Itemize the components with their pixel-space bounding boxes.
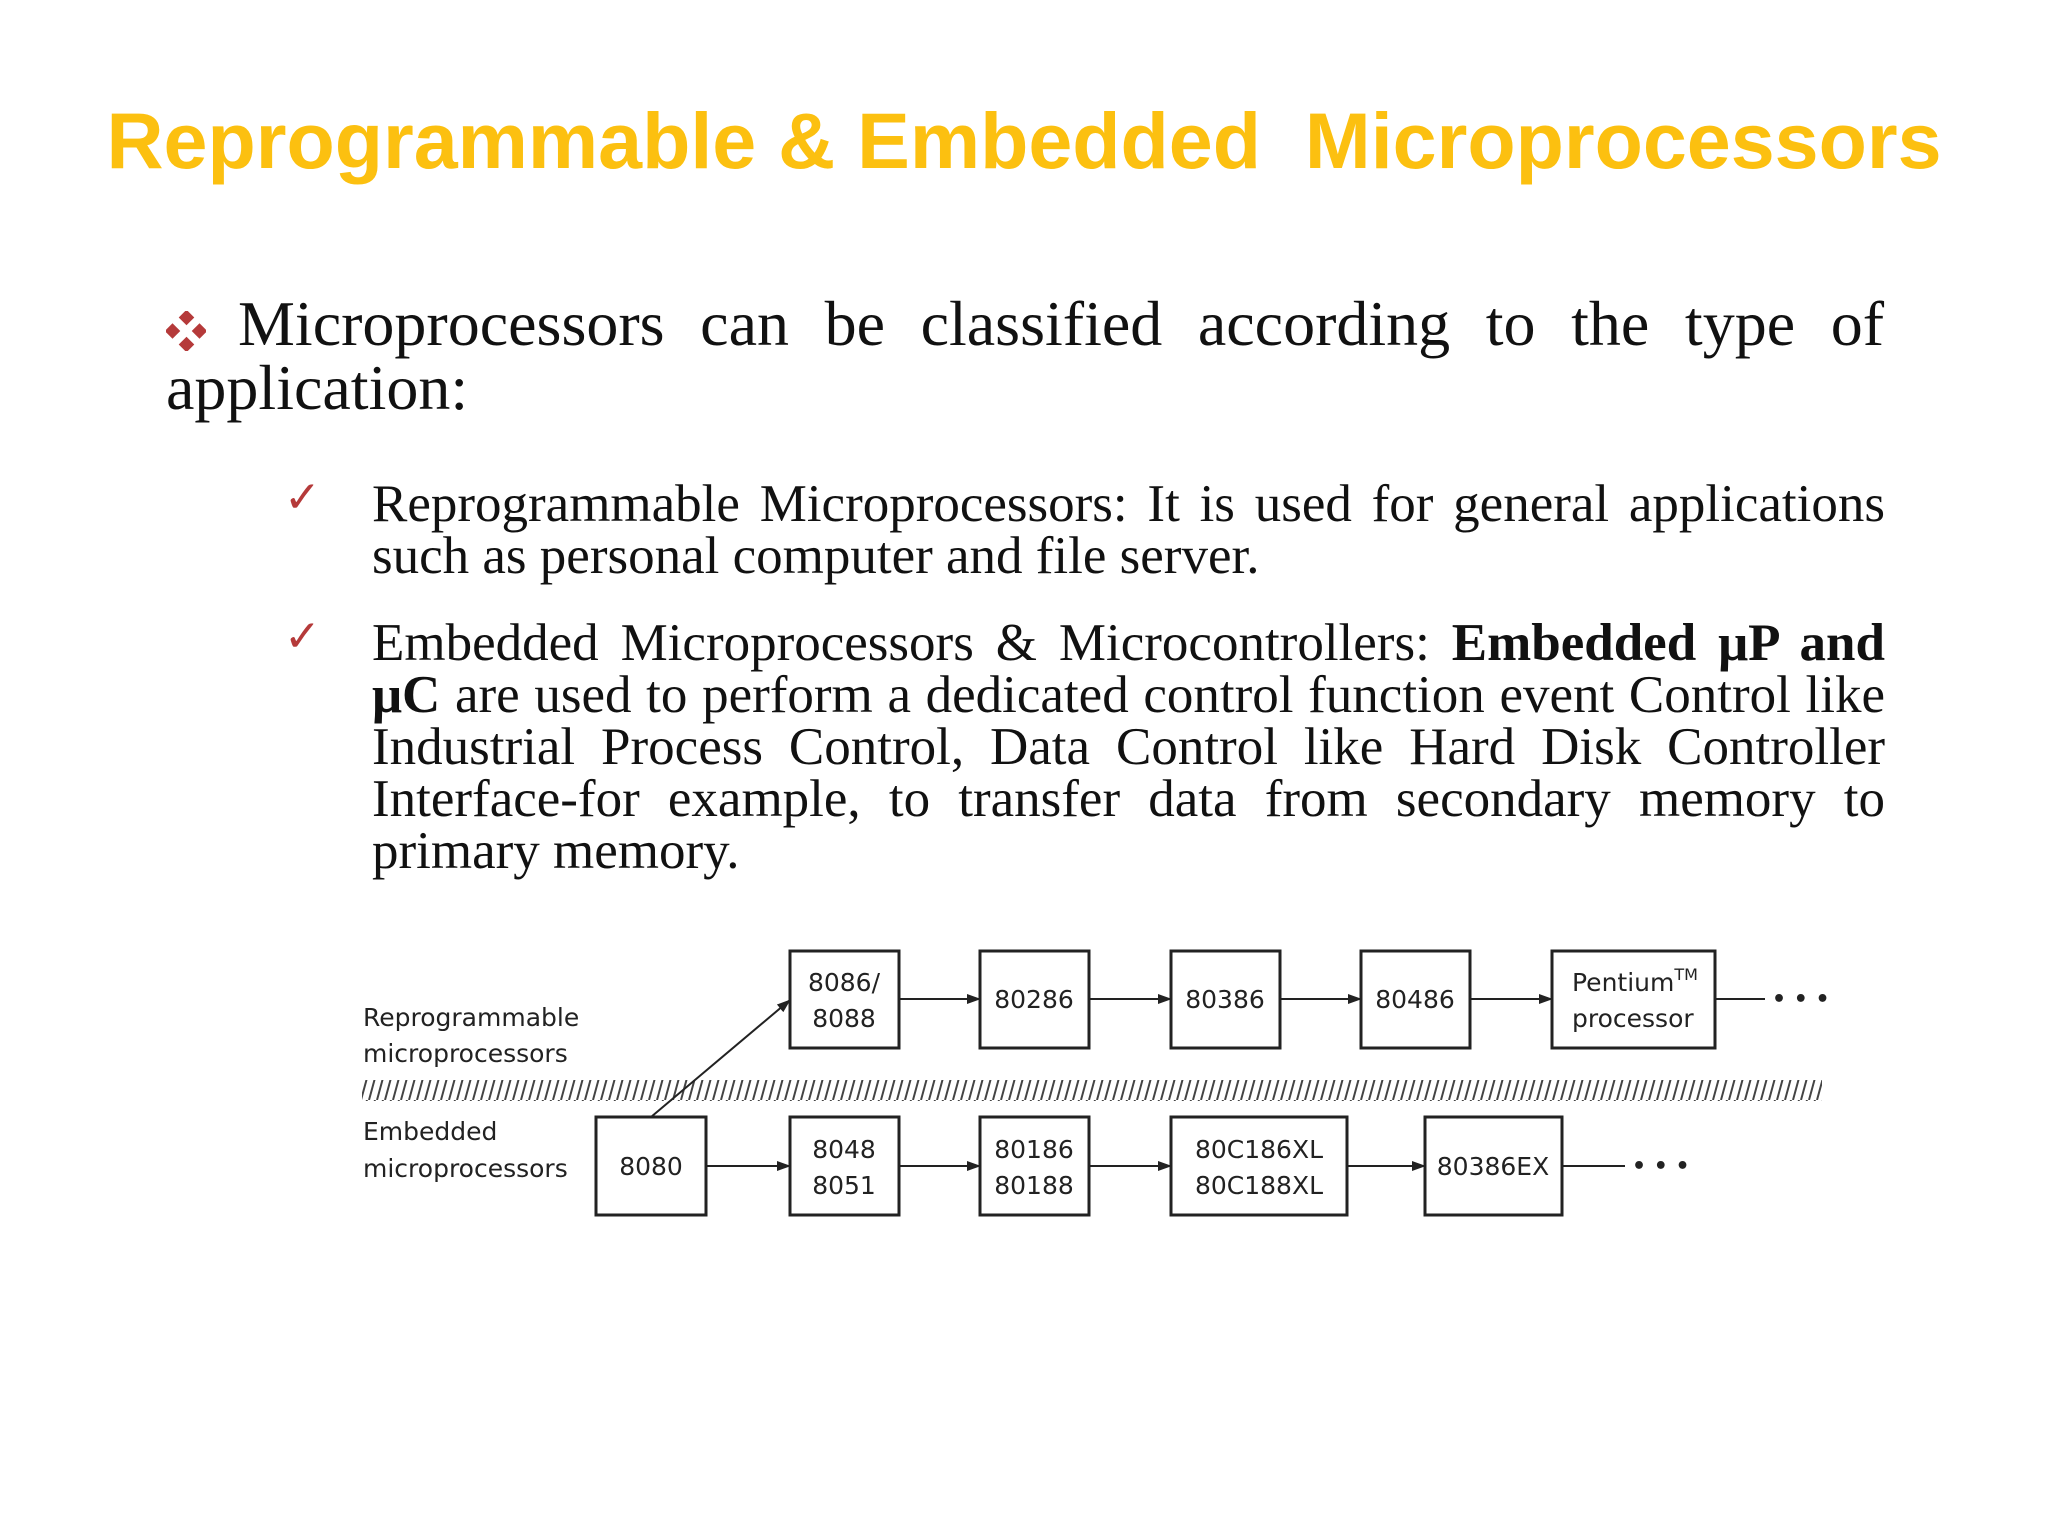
box-8080-label: 8080: [619, 1152, 683, 1181]
bottom-continuation: • • •: [1632, 1154, 1690, 1179]
box-80186-line1: 80186: [994, 1135, 1074, 1164]
box-80486-label: 80486: [1375, 985, 1455, 1014]
box-8048-line1: 8048: [812, 1135, 876, 1164]
box-80c186xl: [1171, 1117, 1347, 1215]
hatched-divider: [362, 1080, 1822, 1101]
box-8086-line1: 8086/: [807, 968, 881, 997]
label-embedded-1: Embedded: [363, 1117, 498, 1146]
box-80386-label: 80386: [1185, 985, 1265, 1014]
box-8086-line2: 8088: [812, 1004, 876, 1033]
box-80c186-line1: 80C186XL: [1194, 1135, 1324, 1164]
embedded-bold: Embedded μP and μC: [372, 614, 1885, 724]
box-8048-8051: [790, 1117, 899, 1215]
pentium-name: Pentium: [1572, 968, 1675, 997]
embedded-rest: are used to perform a dedicated control function event Control like Industrial Process Control, Data Control like Hard Disk Controller Interface-for example, to transfer data from secondary memory to primary memory.: [372, 666, 1885, 880]
bullet-reprogrammable-text: Reprogrammable Microprocessors: It is used for general applications such as personal computer and file server.: [372, 475, 1885, 585]
label-reprogrammable-2: microprocessors: [363, 1039, 568, 1068]
box-80186-80188: [980, 1117, 1089, 1215]
box-80186-line2: 80188: [994, 1171, 1074, 1200]
box-80286-label: 80286: [994, 985, 1074, 1014]
checkmark-icon: ✓: [284, 611, 321, 662]
top-continuation: • • •: [1772, 987, 1830, 1012]
intro-text: Microprocessors can be classified according to the type of application:: [166, 288, 1884, 423]
pentium-tm: TM: [1674, 965, 1698, 984]
label-reprogrammable-1: Reprogrammable: [363, 1003, 580, 1032]
label-embedded-2: microprocessors: [363, 1154, 568, 1183]
box-8086-8088: [790, 951, 899, 1048]
embedded-lead: Embedded Microprocessors & Microcontrollers:: [372, 614, 1452, 672]
box-8048-line2: 8051: [812, 1171, 876, 1200]
box-pentium-line2: processor: [1572, 1004, 1694, 1033]
checkmark-icon: ✓: [284, 472, 321, 523]
box-80386ex-label: 80386EX: [1436, 1152, 1550, 1181]
box-80c186-line2: 80C188XL: [1194, 1171, 1324, 1200]
slide-title: Reprogrammable & Embedded Microprocessors: [106, 96, 1942, 185]
